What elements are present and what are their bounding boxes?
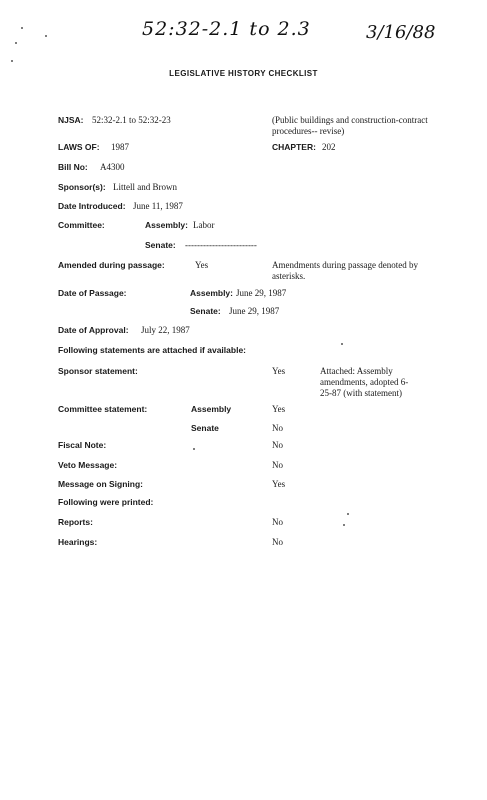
- amended-value: Yes: [195, 260, 209, 270]
- scan-speck: [45, 35, 47, 37]
- committee-label: Committee:: [58, 220, 105, 230]
- committee-statement-senate-label: Senate: [191, 423, 219, 433]
- scan-speck: [15, 42, 17, 44]
- approval-value: July 22, 1987: [141, 325, 190, 335]
- chapter-label: CHAPTER:: [272, 142, 316, 152]
- attached-heading: Following statements are attached if available:: [58, 345, 246, 355]
- passage-label: Date of Passage:: [58, 288, 127, 298]
- message-signing-label: Message on Signing:: [58, 479, 144, 489]
- amended-note: Amendments during passage denoted by asterisks.: [272, 260, 418, 281]
- committee-assembly-label: Assembly:: [145, 220, 188, 230]
- committee-statement-senate-value: No: [272, 423, 283, 433]
- scan-speck: [11, 60, 13, 62]
- laws-of-value: 1987: [111, 142, 129, 152]
- scan-speck: [341, 343, 343, 345]
- passage-senate-value: June 29, 1987: [229, 306, 280, 316]
- reports-value: No: [272, 517, 283, 527]
- committee-senate-value: ------------------------: [185, 240, 257, 250]
- hearings-value: No: [272, 537, 283, 547]
- njsa-value: 52:32-2.1 to 52:32-23: [92, 115, 171, 125]
- committee-statement-label: Committee statement:: [58, 404, 148, 414]
- veto-message-label: Veto Message:: [58, 460, 118, 470]
- committee-statement-assembly-label: Assembly: [191, 404, 232, 414]
- approval-label: Date of Approval:: [58, 325, 129, 335]
- page-title: LEGISLATIVE HISTORY CHECKLIST: [169, 69, 318, 78]
- committee-senate-label: Senate:: [145, 240, 176, 250]
- sponsor-statement-label: Sponsor statement:: [58, 366, 138, 376]
- handwritten-statute-reference: 52:32-2.1 to 2.3: [142, 18, 311, 40]
- chapter-value: 202: [322, 142, 336, 152]
- amended-label: Amended during passage:: [58, 260, 165, 270]
- laws-of-label: LAWS OF:: [58, 142, 100, 152]
- scan-speck: [343, 524, 345, 526]
- scan-speck: [21, 27, 23, 29]
- sponsors-label: Sponsor(s):: [58, 182, 106, 192]
- passage-assembly-label: Assembly:: [190, 288, 233, 298]
- bill-no-value: A4300: [100, 162, 125, 172]
- sponsor-statement-note: Attached: Assembly amendments, adopted 6-25-87 (with statement): [320, 366, 409, 398]
- message-signing-value: Yes: [272, 479, 286, 489]
- veto-message-value: No: [272, 460, 283, 470]
- bill-no-label: Bill No:: [58, 162, 88, 172]
- handwritten-date: 3/16/88: [366, 22, 436, 43]
- passage-senate-label: Senate:: [190, 306, 221, 316]
- date-introduced-value: June 11, 1987: [133, 201, 183, 211]
- sponsors-value: Littell and Brown: [113, 182, 177, 192]
- reports-label: Reports:: [58, 517, 93, 527]
- scan-speck: [193, 448, 195, 450]
- sponsor-statement-value: Yes: [272, 366, 286, 376]
- committee-assembly-value: Labor: [193, 220, 215, 230]
- date-introduced-label: Date Introduced:: [58, 201, 126, 211]
- fiscal-note-value: No: [272, 440, 283, 450]
- fiscal-note-label: Fiscal Note:: [58, 440, 107, 450]
- njsa-note: (Public buildings and construction-contract procedures-- revise): [272, 115, 428, 136]
- njsa-label: NJSA:: [58, 115, 84, 125]
- hearings-label: Hearings:: [58, 537, 98, 547]
- committee-statement-assembly-value: Yes: [272, 404, 286, 414]
- scan-speck: [347, 513, 349, 515]
- passage-assembly-value: June 29, 1987: [236, 288, 287, 298]
- printed-heading: Following were printed:: [58, 497, 154, 507]
